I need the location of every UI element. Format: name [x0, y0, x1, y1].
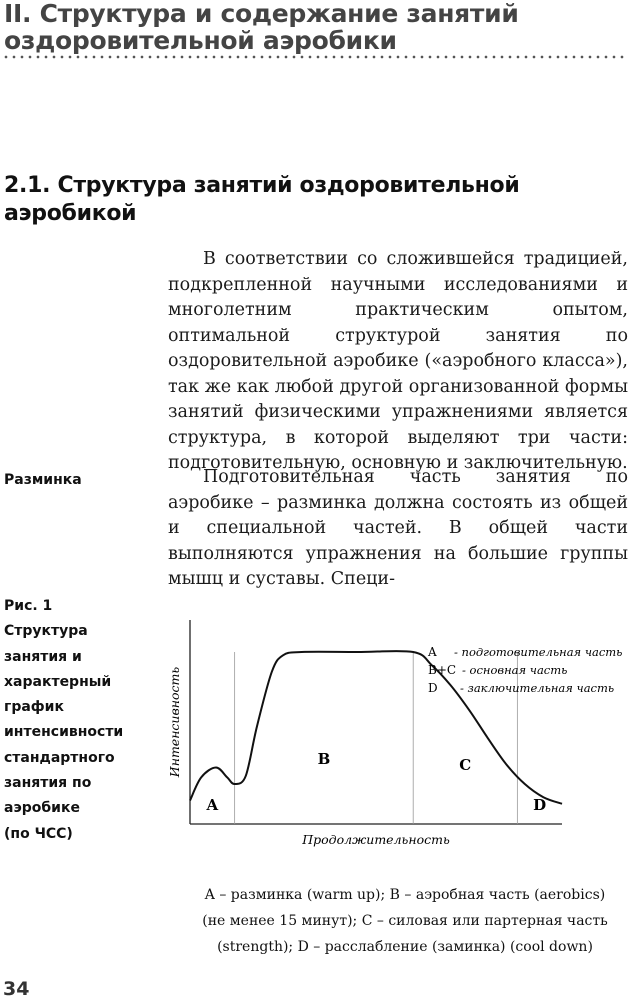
- margin-label-razminka: Разминка: [4, 472, 82, 488]
- legend-line: (strength); D – расслабление (заминка) (cool down): [217, 939, 593, 955]
- paragraph-intro: В соответствии со сложившейся традицией, подкрепленной научными исследованиями и многолетним практическим опытом, оптимальной структурой занятия по оздоровительной аэробике («аэробного класса»), так же как любой другой организованной формы занятий физическими упражнениями является структура, в которой выделяют три части: подготовительную, основную и заключительную.: [168, 249, 628, 473]
- figure-legend: [190, 882, 620, 960]
- legend-text-a: - подготовительная часть: [454, 645, 623, 659]
- page-number: 34: [3, 978, 30, 1000]
- caption-line: аэробике: [4, 800, 80, 817]
- paragraph-warmup: Подготовительная часть занятия по аэробике – разминка должна состоять из общей и специальной частей. В общей части выполняются упражнения на большие группы мышц и суставы. Специ-: [168, 467, 628, 589]
- legend-text-bc: - основная часть: [462, 663, 568, 677]
- caption-line: (по ЧСС): [4, 825, 73, 842]
- phase-label-a: A: [206, 796, 219, 814]
- dotted-divider: [2, 55, 627, 59]
- caption-line: интенсивности: [4, 724, 124, 741]
- phase-label-c: C: [459, 756, 472, 774]
- legend-key-bc: B+C: [428, 663, 457, 677]
- legend-key-d: D: [428, 681, 438, 695]
- y-axis-label: Интенсивность: [167, 666, 182, 778]
- caption-line: Структура: [4, 623, 88, 640]
- figure-caption: [4, 594, 154, 847]
- legend-key-a: A: [428, 645, 437, 659]
- legend-text-d: - заключительная часть: [460, 681, 615, 695]
- phase-label-b: B: [317, 750, 331, 768]
- caption-line: график: [4, 699, 64, 716]
- caption-line: занятия по: [4, 775, 92, 792]
- section-title: 2.1. Структура занятий оздоровительной аэробикой: [4, 173, 520, 226]
- phase-label-d: D: [533, 796, 547, 814]
- intensity-chart: [160, 612, 625, 862]
- caption-line: Рис. 1: [4, 598, 53, 614]
- caption-line: характерный: [4, 673, 112, 690]
- legend-line: (не менее 15 минут); C – силовая или партерная часть: [202, 913, 608, 929]
- chapter-title: II. Структура и содержание занятий оздоровительной аэробики: [4, 0, 519, 55]
- x-axis-label: Продолжительность: [302, 832, 450, 847]
- caption-line: занятия и: [4, 648, 82, 665]
- caption-line: стандартного: [4, 749, 115, 766]
- legend-line: A – разминка (warm up); B – аэробная часть (aerobics): [204, 887, 606, 903]
